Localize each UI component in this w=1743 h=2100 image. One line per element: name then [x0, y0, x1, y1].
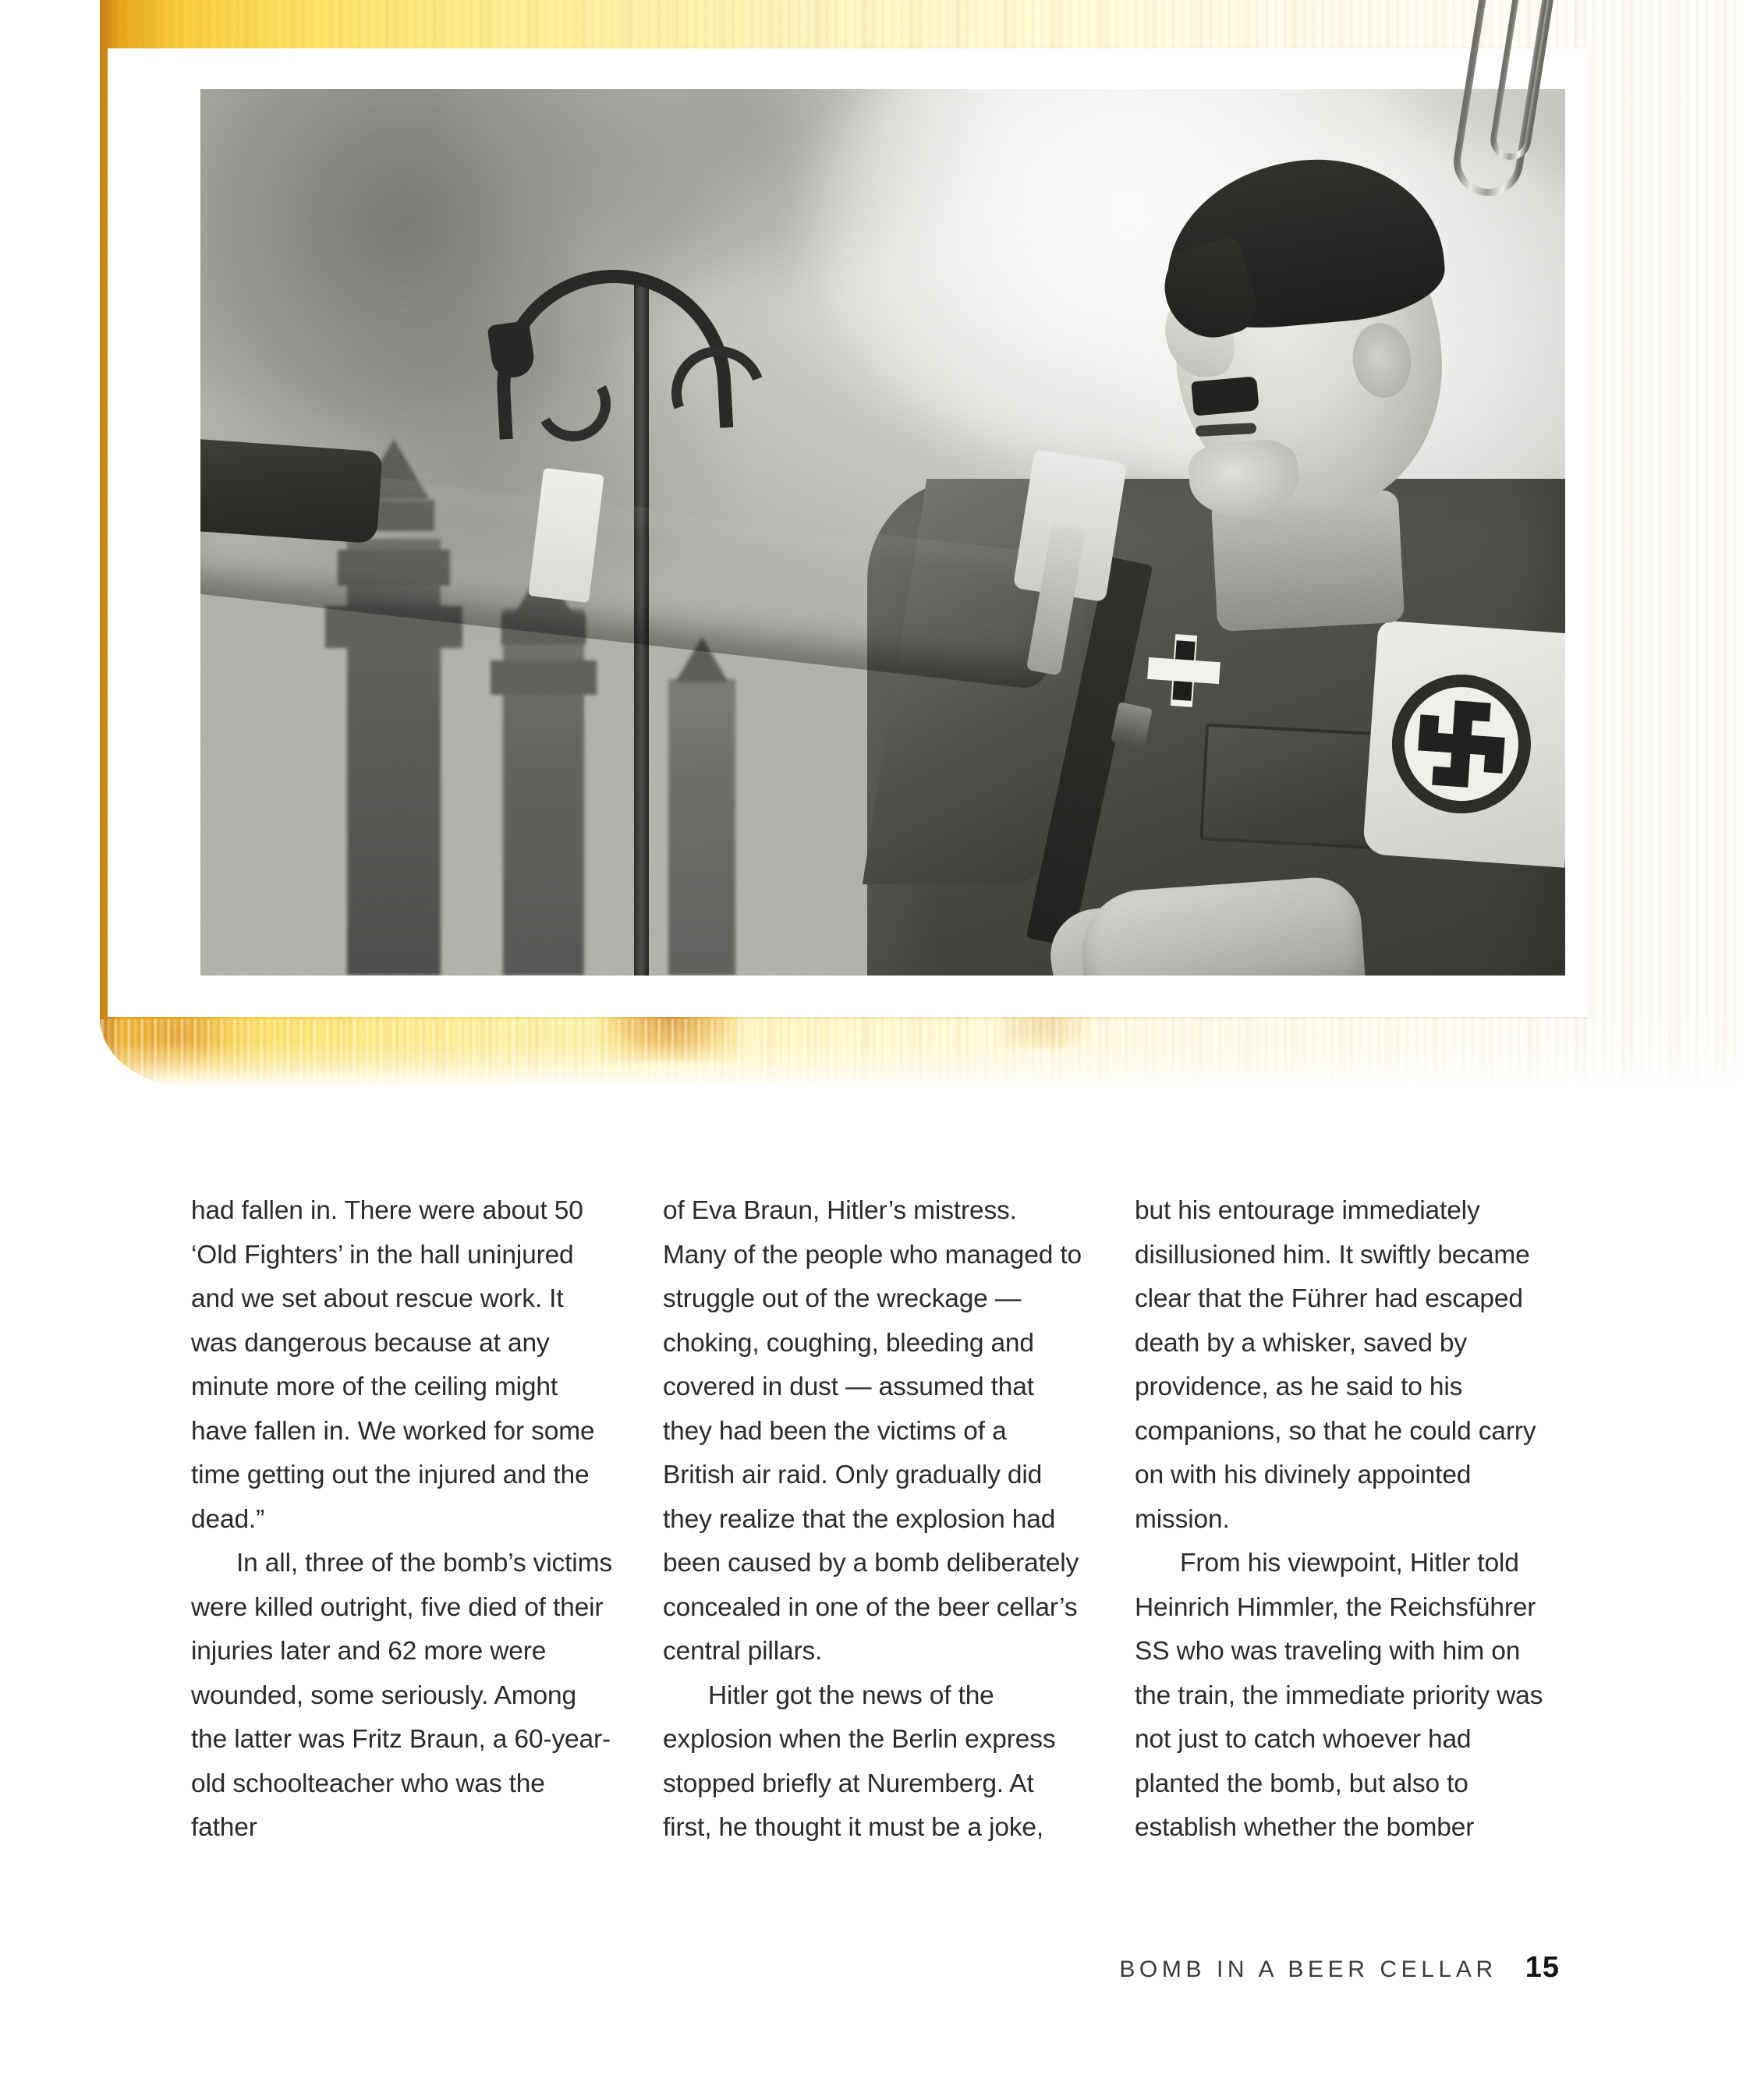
- page-number: 15: [1525, 1951, 1560, 1984]
- photo-figure-hand: [200, 436, 383, 544]
- photo-spire: [668, 679, 735, 976]
- paragraph: Hitler got the news of the explosion when the Berlin express stopped briefly at Nuremberg. At first, he thought it must be a joke,: [663, 1680, 1056, 1842]
- page-footer: [1119, 1951, 1560, 1985]
- paragraph: From his viewpoint, Hitler told Heinrich Himmler, the Reichsführer SS who was traveling with him on the train, the immediate priority was not just to catch whoever had planted the bomb, but also to establish whether the bomber: [1135, 1549, 1543, 1842]
- text-column-1: [191, 1189, 612, 1850]
- paragraph: but his entourage immediately disillusioned him. It swiftly became clear that the Führer had escaped death by a whisker, saved by providence, as he said to his companions, so that he could carry on with his divinely appointed mission.: [1135, 1196, 1536, 1534]
- paragraph: had fallen in. There were about 50 ‘Old Fighters’ in the hall uninjured and we set about rescue work. It was dangerous because at any minute more of the ceiling might have fallen in. We worked for some time getting out the injured and the dead.”: [191, 1196, 595, 1534]
- photo-figure-armband: [1362, 620, 1565, 867]
- running-head: BOMB IN A BEER CELLAR: [1119, 1957, 1497, 1982]
- paragraph: of Eva Braun, Hitler’s mistress. Many of the people who managed to struggle out of the wreckage — choking, coughing, bleeding and covered in dust — assumed that they had been the victims of a British air raid. Only gradually did they realize that the explosion had been caused by a bomb deliberately concealed in one of the beer cellar’s central pillars.: [663, 1196, 1082, 1666]
- paragraph: In all, three of the bomb’s victims were killed outright, five died of their injuries later and 62 more were wounded, some seriously. Among the latter was Fritz Braun, a 60-year-old schoolteacher who was the father: [191, 1549, 612, 1842]
- archival-photograph: [200, 89, 1565, 976]
- article-body: [191, 1189, 1560, 1850]
- photo-figure-moustache: [1191, 376, 1259, 416]
- photo-mat: [108, 48, 1589, 1017]
- photo-spire-tier: [491, 660, 597, 695]
- photo-figure-medal-inner: [1152, 639, 1215, 702]
- photo-armband-emblem: [1401, 683, 1522, 805]
- text-column-3: [1135, 1189, 1556, 1850]
- text-column-2: [663, 1189, 1084, 1850]
- photo-figure-medal: [1146, 632, 1222, 709]
